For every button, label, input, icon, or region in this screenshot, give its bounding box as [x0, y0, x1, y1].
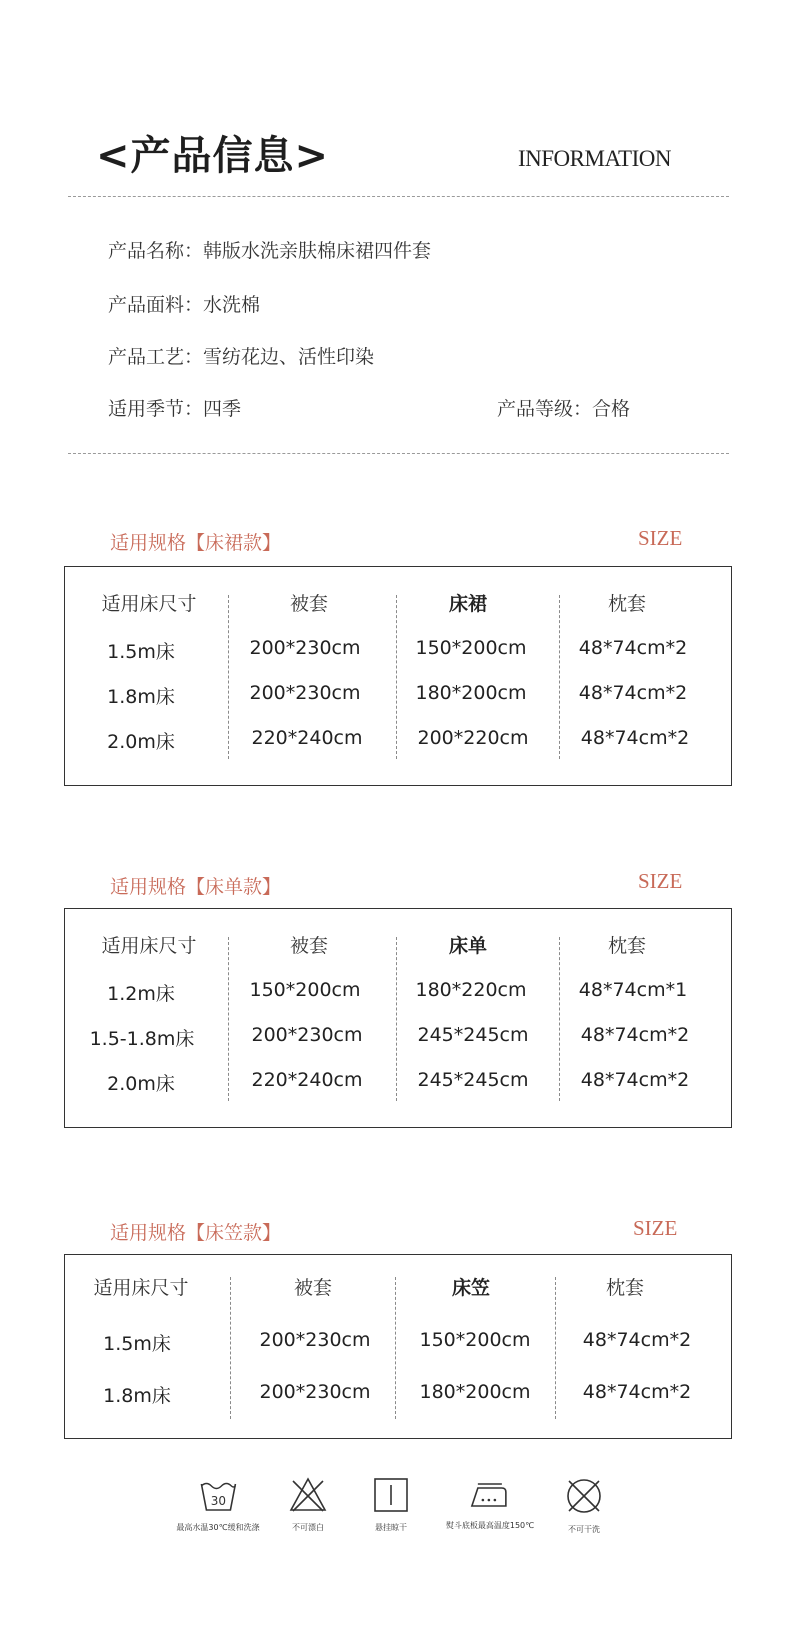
column-divider	[396, 595, 397, 759]
table-cell: 180*220cm	[415, 979, 527, 1001]
column-divider	[559, 595, 560, 759]
header-pillowcase: 枕套	[607, 593, 647, 615]
iron-150-icon	[468, 1480, 512, 1512]
table-cell: 48*74cm*1	[578, 979, 688, 1001]
column-divider	[396, 937, 397, 1101]
table-cell: 180*200cm	[419, 1381, 531, 1403]
info-product-name: 产品名称：韩版水洗亲肤棉床裙四件套	[108, 240, 432, 262]
table-cell: 220*240cm	[251, 727, 363, 749]
header-pillowcase: 枕套	[607, 935, 647, 957]
table-cell: 48*74cm*2	[582, 1329, 692, 1351]
header-quilt-cover: 被套	[289, 593, 329, 615]
no-bleach-icon	[288, 1476, 328, 1514]
care-item-no-bleach	[288, 1476, 328, 1533]
column-divider	[555, 1277, 556, 1419]
table-cell: 200*220cm	[417, 727, 529, 749]
table-cell: 220*240cm	[251, 1069, 363, 1091]
column-divider	[228, 937, 229, 1101]
table-cell: 150*200cm	[415, 637, 527, 659]
care-label: 悬挂晾干	[375, 1523, 407, 1532]
header-bed-size: 适用床尺寸	[101, 593, 197, 615]
table-cell: 1.5-1.8m床	[89, 1028, 195, 1050]
info-grade: 产品等级：合格	[497, 398, 631, 420]
table-cell: 200*230cm	[249, 637, 361, 659]
header-bed-size: 适用床尺寸	[101, 935, 197, 957]
info-craft: 产品工艺：雪纺花边、活性印染	[108, 346, 375, 368]
table-cell: 245*245cm	[417, 1024, 529, 1046]
table-cell: 48*74cm*2	[582, 1381, 692, 1403]
header-pillowcase: 枕套	[605, 1277, 645, 1299]
table-title: 适用规格【床裙款】	[110, 532, 282, 554]
spec-table-fitted-sheet	[64, 1254, 732, 1439]
table-cell: 150*200cm	[419, 1329, 531, 1351]
table-cell: 48*74cm*2	[578, 682, 688, 704]
header-bed-item: 床笠	[451, 1277, 491, 1299]
care-label: 熨斗底板最高温度150℃	[445, 1521, 535, 1530]
table-cell: 2.0m床	[107, 1073, 175, 1095]
table-title: 适用规格【床单款】	[110, 876, 282, 898]
care-item-hang-dry	[372, 1476, 410, 1533]
divider-info-bottom	[68, 453, 729, 454]
size-label: SIZE	[638, 526, 683, 550]
table-cell: 1.8m床	[103, 1385, 171, 1407]
table-cell: 180*200cm	[415, 682, 527, 704]
table-cell: 1.5m床	[103, 1333, 171, 1355]
page-title: <产品信息>	[96, 133, 330, 179]
table-cell: 1.8m床	[107, 686, 175, 708]
header-quilt-cover: 被套	[293, 1277, 333, 1299]
spec-table-bedsheet	[64, 908, 732, 1128]
wash-30-icon	[198, 1478, 238, 1514]
column-divider	[559, 937, 560, 1101]
size-label: SIZE	[638, 869, 683, 893]
header-bed-item: 床裙	[448, 593, 488, 615]
table-cell: 2.0m床	[107, 731, 175, 753]
care-item-iron	[446, 1480, 534, 1531]
header-bed-item: 床单	[448, 935, 488, 957]
column-divider	[395, 1277, 396, 1419]
table-cell: 48*74cm*2	[578, 637, 688, 659]
table-title: 适用规格【床笠款】	[110, 1222, 282, 1244]
page-subtitle-en: INFORMATION	[518, 146, 671, 171]
table-cell: 1.2m床	[107, 983, 175, 1005]
size-label: SIZE	[633, 1216, 678, 1240]
table-cell: 150*200cm	[249, 979, 361, 1001]
table-cell: 1.5m床	[107, 641, 175, 663]
info-season: 适用季节：四季	[108, 398, 242, 420]
table-cell: 200*230cm	[259, 1381, 371, 1403]
no-dry-clean-icon	[564, 1476, 604, 1516]
spec-table-bedskirt	[64, 566, 732, 786]
header-bed-size: 适用床尺寸	[93, 1277, 189, 1299]
table-cell: 200*230cm	[249, 682, 361, 704]
divider-top	[68, 196, 729, 197]
info-fabric: 产品面料：水洗棉	[108, 294, 261, 316]
column-divider	[228, 595, 229, 759]
hang-dry-icon	[372, 1476, 410, 1514]
header-quilt-cover: 被套	[289, 935, 329, 957]
table-cell: 48*74cm*2	[580, 1069, 690, 1091]
table-cell: 200*230cm	[251, 1024, 363, 1046]
table-cell: 245*245cm	[417, 1069, 529, 1091]
table-cell: 200*230cm	[259, 1329, 371, 1351]
care-item-wash	[176, 1478, 259, 1533]
column-divider	[230, 1277, 231, 1419]
care-label: 最高水温30℃缓和洗涤	[176, 1523, 260, 1532]
care-item-no-dry-clean	[564, 1476, 604, 1535]
care-label: 不可漂白	[292, 1523, 324, 1532]
care-label: 不可干洗	[568, 1525, 600, 1534]
wash-temp-number: 30	[210, 1494, 226, 1508]
table-cell: 48*74cm*2	[580, 727, 690, 749]
table-cell: 48*74cm*2	[580, 1024, 690, 1046]
